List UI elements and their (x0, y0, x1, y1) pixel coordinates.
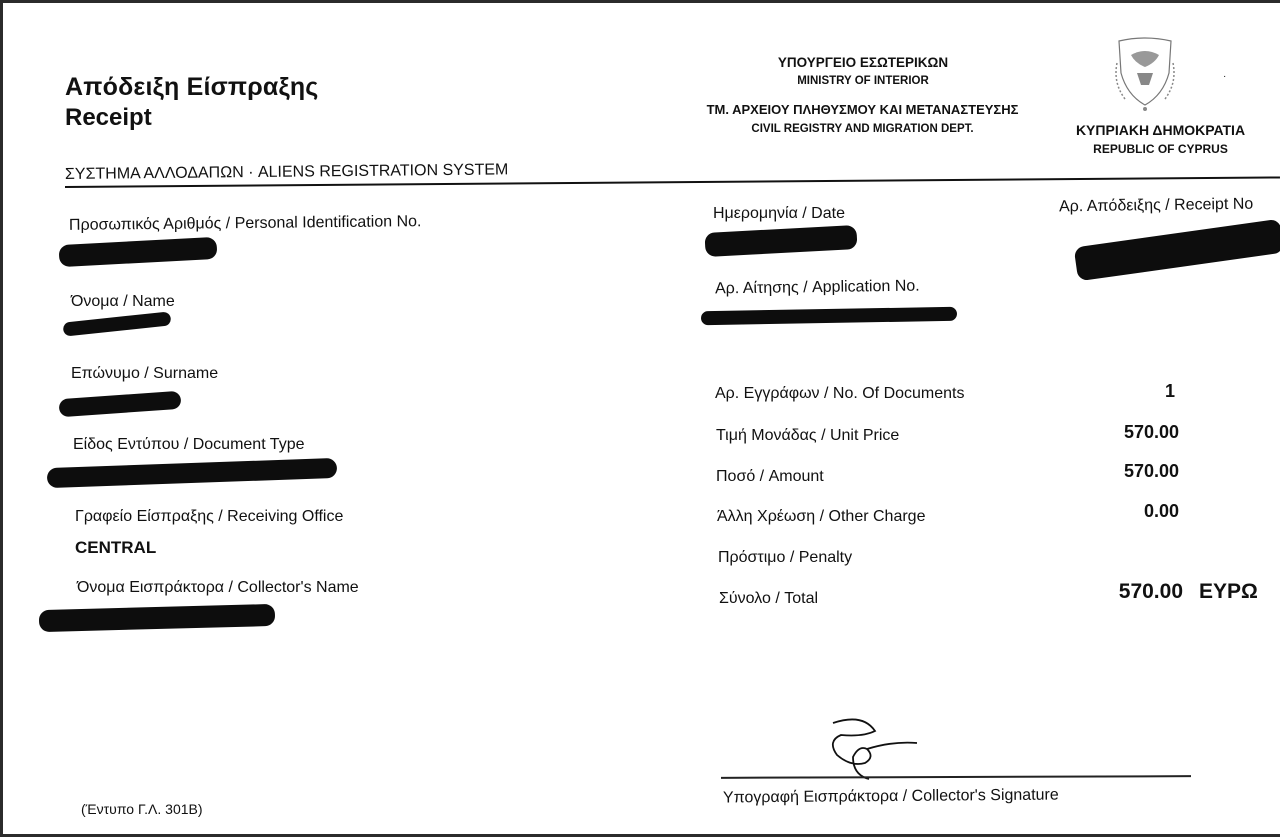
surname-label: Επώνυμο / Surname (71, 365, 219, 382)
republic-name-english: REPUBLIC OF CYPRUS (1093, 142, 1228, 156)
documents-count-label: Αρ. Εγγράφων / No. Of Documents (715, 385, 965, 402)
department-name-greek: ΤΜ. ΑΡΧΕΙΟΥ ΠΛΗΘΥΣΜΟΥ ΚΑΙ ΜΕΤΑΝΑΣΤΕΥΣΗΣ (706, 102, 1019, 117)
receipt-title-english: Receipt (65, 104, 152, 131)
receipt-no-redaction (1074, 219, 1280, 282)
unit-price-label: Τιμή Μονάδας / Unit Price (716, 427, 900, 444)
department-name-english: CIVIL REGISTRY AND MIGRATION DEPT. (751, 123, 974, 135)
receiving-office-value: CENTRAL (75, 538, 157, 557)
date-redaction (704, 225, 857, 257)
receipt-no-label: Αρ. Απόδειξης / Receipt No (1058, 195, 1254, 216)
cyprus-coat-of-arms-icon (1111, 33, 1179, 113)
republic-name-greek: ΚΥΠΡΙΑΚΗ ΔΗΜΟΚΡΑΤΙΑ (1075, 122, 1246, 138)
total-value: 570.00 (1118, 580, 1183, 603)
unit-price-value: 570.00 (1123, 422, 1179, 442)
penalty-label: Πρόστιμο / Penalty (718, 549, 853, 566)
documents-count-value: 1 (1164, 381, 1175, 401)
application-no-label: Αρ. Αίτησης / Application No. (714, 277, 920, 298)
currency-label: ΕΥΡΩ (1199, 580, 1258, 603)
collector-name-label: Όνομα Εισπράκτορα / Collector's Name (77, 579, 359, 596)
receipt-title-greek: Απόδειξη Είσπραξης (65, 73, 319, 101)
crest-mark: · (1223, 71, 1227, 82)
ministry-name-english: MINISTRY OF INTERIOR (797, 75, 929, 87)
other-charge-value: 0.00 (1143, 501, 1179, 521)
amount-value: 570.00 (1123, 461, 1179, 481)
receiving-office-label: Γραφείο Είσπραξης / Receiving Office (75, 508, 344, 525)
surname-redaction (59, 391, 182, 417)
collector-signature-image (823, 715, 923, 785)
collector-name-redaction (39, 604, 275, 632)
document-type-redaction (47, 458, 338, 488)
signature-line (721, 775, 1191, 778)
total-label: Σύνολο / Total (719, 590, 819, 607)
document-type-label: Είδος Εντύπου / Document Type (73, 436, 305, 453)
name-label: Όνομα / Name (71, 293, 175, 310)
signature-label: Υπογραφή Εισπράκτορα / Collector's Signature (722, 786, 1059, 807)
date-label: Ημερομηνία / Date (713, 205, 845, 222)
personal-id-label: Προσωπικός Αριθμός / Personal Identification No. (68, 213, 422, 234)
form-code: (Έντυπο Γ.Λ. 301Β) (81, 801, 203, 817)
amount-label: Ποσό / Amount (716, 468, 824, 485)
application-no-redaction (701, 307, 957, 325)
ministry-name-greek: ΥΠΟΥΡΓΕΙΟ ΕΣΩΤΕΡΙΚΩΝ (777, 55, 949, 70)
system-name: ΣΥΣΤΗΜΑ ΑΛΛΟΔΑΠΩΝ · ALIENS REGISTRATION SYSTEM (64, 161, 509, 183)
personal-id-redaction (59, 237, 218, 267)
receipt-document (3, 3, 1280, 834)
name-redaction (63, 311, 172, 336)
other-charge-label: Άλλη Χρέωση / Other Charge (717, 508, 926, 525)
